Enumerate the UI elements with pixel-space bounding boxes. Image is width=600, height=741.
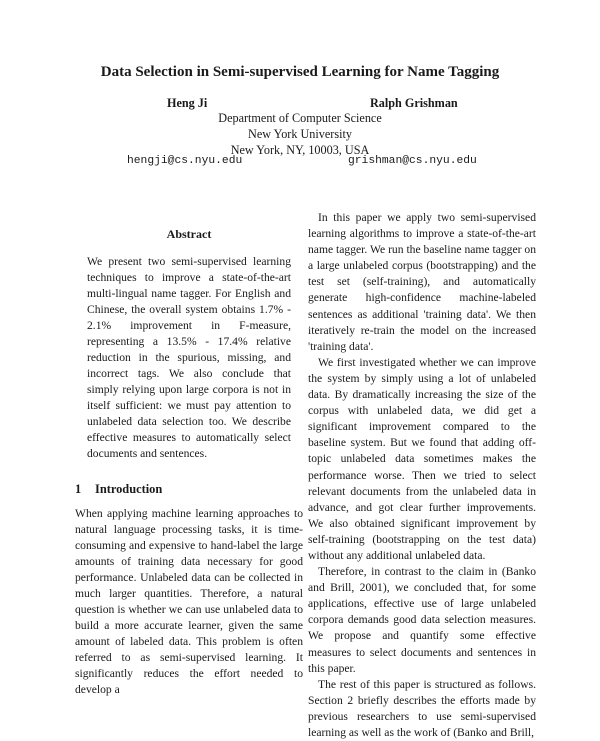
right-column [308, 210, 536, 741]
left-column [75, 226, 303, 698]
paper-title: Data Selection in Semi-supervised Learning for Name Tagging [100, 64, 500, 80]
abstract-heading: Abstract [166, 227, 212, 241]
affiliation-address: New York, NY, 10003, USA [230, 143, 370, 157]
section-heading-introduction [75, 481, 303, 497]
author-email-ji: hengji@cs.nyu.edu [127, 155, 243, 167]
abstract-body: We present two semi-supervised learning techniques to improve a state-of-the-art multi-lingual name tagger. For English and Chinese, the overall system obtains 1.7% - 2.1% improvement in F-measure, representing a 13.5% - 17.4% relative reduction in the spurious, missing, and incorrect tags. We also conclude that simply relying upon large corpora is not in itself sufficient: we must pay attention to unlabeled data selection too. We describe effective measures to automatically select documents and sentences. [87, 255, 291, 460]
section-title: Introduction [95, 482, 163, 496]
affiliation-department: Department of Computer Science [218, 111, 382, 125]
section-number: 1 [75, 482, 82, 496]
body-paragraph-1: In this paper we apply two semi-supervised learning algorithms to improve a state-of-the-art name tagger. We run the baseline name tagger on a large unlabeled corpus (bootstrapping) and the test set (self-training), and automatically generate high-confidence machine-labeled sentences as additional 'training data'. We then iteratively re-train the model on the increased 'training data'. [308, 211, 536, 353]
author-email-grishman: grishman@cs.nyu.edu [348, 155, 477, 167]
body-paragraph-3: Therefore, in contrast to the claim in (Banko and Brill, 2001), we concluded that, for some applications, effective use of large unlabeled corpora demands good data selection measures. We propose and quantify some effective measures to select documents and sentences in this paper. [308, 565, 536, 675]
author-block [0, 95, 600, 167]
introduction-paragraph: When applying machine learning approaches to natural language processing tasks, it is time-consuming and expensive to hand-label the large amounts of training data necessary for good performance. Unlabeled data can be collected in much larger quantities. Therefore, a natural question is whether we can use unlabeled data to build a more accurate learner, given the same amount of labeled data. This problem is often referred to as semi-supervised learning. It significantly reduces the effort needed to develop a [75, 507, 303, 696]
author-name-grishman: Ralph Grishman [370, 96, 458, 110]
body-paragraph-2: We first investigated whether we can improve the system by simply using a lot of unlabeled data. By dramatically increasing the size of the corpus with unlabeled data, we did get a significant improvement compared to the baseline system. But we found that adding off-topic unlabeled data sometimes makes the performance worse. Then we tried to select relevant documents from the unlabeled data in advance, and got clear further improvements. We also obtained significant improvement by self-training (bootstrapping on the test data) without any additional unlabeled data. [308, 355, 536, 562]
author-name-ji: Heng Ji [167, 96, 208, 110]
affiliation-university: New York University [248, 127, 352, 141]
body-paragraph-4: The rest of this paper is structured as follows. Section 2 briefly describes the efforts made by previous researchers to use semi-supervised learning as well as the work of (Banko and Brill, [308, 677, 536, 739]
